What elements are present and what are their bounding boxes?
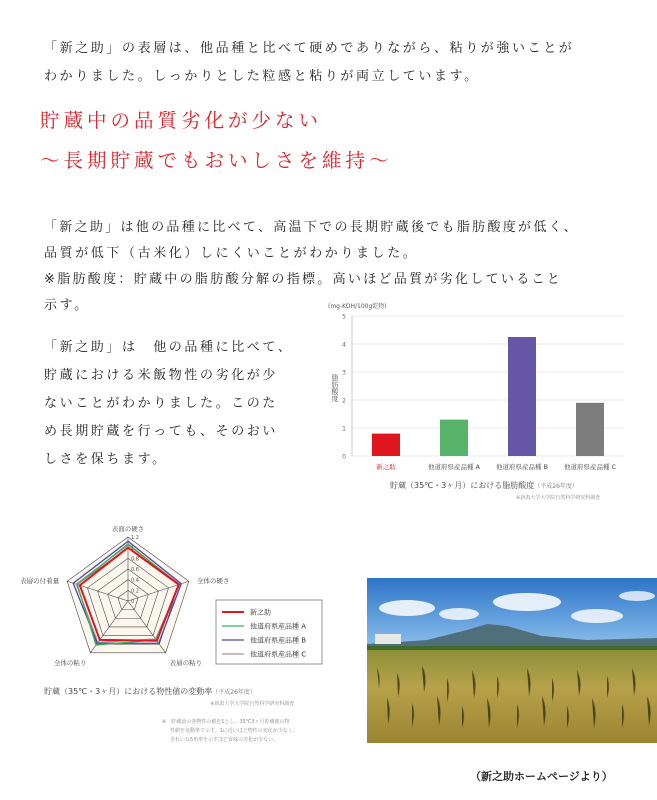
radar-axis-label: 表層の付着量	[20, 577, 60, 586]
bar-ytick-label: 5	[342, 313, 346, 321]
body1-line-1: 「新之助」は他の品種に比べて、高温下での長期貯蔵後でも脂肪酸度が低く、	[44, 220, 579, 235]
bar-chart-ylabel: 脂肪酸度	[331, 374, 339, 402]
body2-line-5: しさを保ちます。	[44, 452, 168, 467]
intro-line-1: 「新之助」の表層は、他品種と比べて硬めでありながら、粘りが強いことが	[44, 41, 575, 56]
radar-axis-label: 全体の硬さ	[196, 577, 230, 586]
bar-chart-unit-label: (mg-KOH/100g乾物)	[328, 303, 387, 310]
body2-line-1: 「新之助」は 他の品種に比べて、	[44, 340, 294, 355]
texture-radar-chart	[20, 520, 345, 755]
body1-note-line-1: ※脂肪酸度：貯蔵中の脂肪酸分解の指標。高いほど品質が劣化していること	[44, 272, 563, 287]
intro-line-2: わかりました。しっかりとした粒感と粘りが両立しています。	[44, 69, 480, 84]
fatty-acid-bar-chart	[318, 296, 638, 506]
bar-category-label: 他道府県産品種 B	[495, 463, 549, 471]
bar-category-label: 他道府県産品種 C	[563, 463, 617, 471]
section-subheading: 〜長期貯蔵でもおいしさを維持〜	[40, 149, 393, 172]
bar-ytick-label: 4	[342, 341, 346, 349]
photo-caption: （新之助ホームページより）	[470, 770, 613, 783]
radar-axis-label: 全体の粘り	[53, 658, 87, 667]
radar-legend-label: 他道府県産品種 A	[250, 622, 307, 631]
bar-ytick-label: 2	[342, 397, 346, 405]
bar-ytick-label: 0	[342, 453, 346, 461]
bar-chart-xlabel: 貯蔵（35℃・3ヶ月）における脂肪酸度（平成26年度）	[390, 481, 578, 490]
bar-ytick-label: 1	[342, 425, 346, 433]
bar-category-label: 他道府県産品種 A	[427, 463, 481, 471]
bar-chart-svg	[318, 296, 638, 506]
radar-tick-label: 0.6	[131, 567, 139, 573]
radar-tick-label: 0.4	[131, 577, 139, 584]
rice-field-photo	[367, 578, 657, 743]
radar-axis-label: 表面の硬さ	[111, 525, 145, 533]
radar-legend-label: 新之助	[250, 608, 271, 617]
section-heading: 貯蔵中の品質劣化が少ない	[40, 109, 323, 132]
radar-legend-label: 他道府県産品種 C	[250, 650, 307, 659]
bar-3	[576, 403, 604, 456]
radar-legend-label: 他道府県産品種 B	[250, 636, 307, 645]
radar-axis-label: 表層の粘り	[169, 658, 203, 667]
bar-ytick-label: 3	[342, 369, 346, 377]
bar-chart-source: ※新潟大学大学院自然科学研究科調査	[516, 495, 601, 501]
body1-line-2: 品質が低下（古米化）しにくいことがわかりました。	[44, 246, 419, 261]
radar-tick-label: 0	[131, 599, 135, 605]
body2-line-4: め長期貯蔵を行っても、そのおい	[44, 424, 279, 439]
bar-1	[440, 420, 468, 456]
bar-2	[508, 337, 536, 456]
bar-category-label: 新之助	[376, 463, 396, 471]
radar-footnote-3: きれいな5角形を示すほど食味の劣化が少ない。	[170, 737, 279, 743]
radar-footnote-2: 性値を変動率で示す。1に近いほど物性の変化が少なく、	[170, 728, 298, 734]
radar-tick-label: 0.8	[131, 556, 139, 563]
body2-line-2: 貯蔵における米飯物性の劣化が少	[44, 368, 279, 383]
radar-chart-xlabel: 貯蔵（35℃・3ヶ月）における物性値の変動率（平成26年度）	[44, 687, 256, 696]
body2-line-3: ないことがわかりました。このた	[44, 396, 279, 411]
radar-chart-svg	[20, 520, 345, 755]
radar-tick-label: 1	[131, 545, 135, 552]
radar-tick-label: 1.2	[131, 535, 139, 541]
radar-tick-label: 0.2	[131, 588, 139, 595]
radar-chart-source: ※新潟大学大学院自然科学研究科調査	[210, 701, 295, 707]
body1-note-line-2: 示す。	[44, 298, 90, 313]
bar-0	[372, 434, 400, 456]
radar-footnote-1: ※ 貯蔵前の各物性の値を1とし、35℃3ヶ月貯蔵後の物	[162, 719, 290, 725]
